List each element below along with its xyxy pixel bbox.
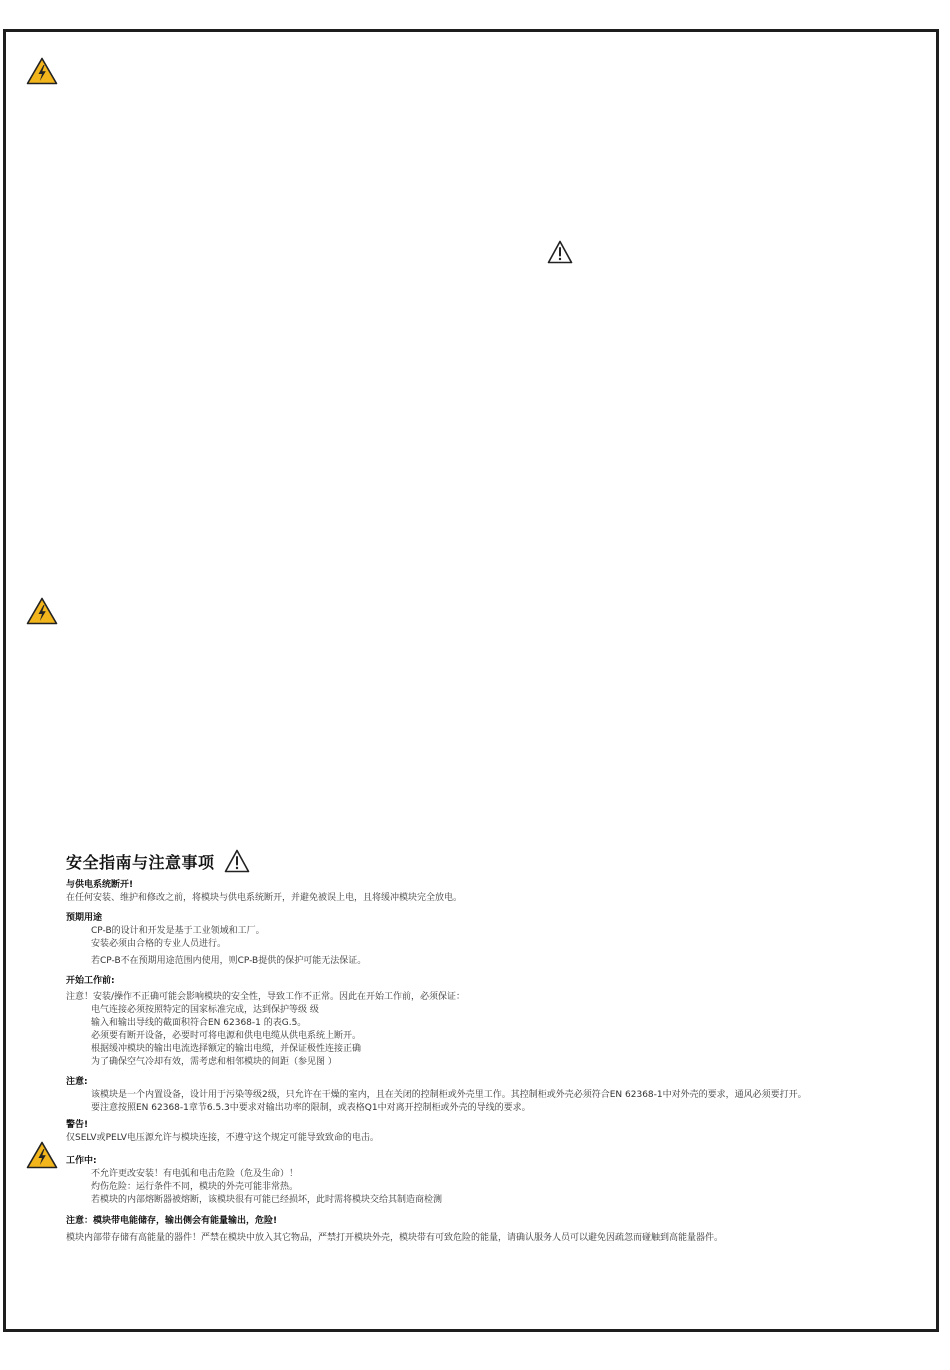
section-heading: 开始工作前: — [66, 976, 115, 986]
section-heading: 注意：模块带电能储存，输出侧会有能量输出，危险! — [66, 1216, 278, 1226]
paragraph-line: 若模块的内部熔断器被熔断，该模块很有可能已经损坏，此时需将模块交给其制造商检测 — [91, 1195, 443, 1205]
title-row — [66, 843, 906, 873]
paragraph-line: 必须要有断开设备，必要时可将电源和供电电缆从供电系统上断开。 — [91, 1031, 362, 1041]
high-voltage-warning-icon — [26, 57, 58, 85]
paragraph-line: 该模块是一个内置设备，设计用于污染等级2级，只允许在干燥的室内，且在关闭的控制柜或外壳里工作。其控制柜或外壳必须符合EN 62368-1中对外壳的要求，通风必须要打开。 — [91, 1090, 807, 1100]
warning-outline-icon — [547, 240, 573, 264]
section-heading: 警告! — [66, 1120, 89, 1130]
section-operation — [66, 1155, 906, 1207]
paragraph-line: 输入和输出导线的截面积符合EN 62368-1 的表G.5。 — [91, 1018, 307, 1028]
section-heading: 注意: — [66, 1077, 88, 1087]
section-heading: 预期用途 — [66, 913, 103, 923]
warning-outline-icon — [224, 849, 250, 873]
paragraph-line: 为了确保空气冷却有效，需考虑和相邻模块的间距（参见图 ） — [91, 1057, 337, 1067]
page-title: 安全指南与注意事项 — [66, 853, 215, 872]
paragraph-line: 模块内部带存储有高能量的器件！严禁在模块中放入其它物品，严禁打开模块外壳，模块带有可致危险的能量，请确认服务人员可以避免因疏忽而碰触到高能量器件。 — [66, 1233, 724, 1243]
paragraph-line: 注意！安装/操作不正确可能会影响模块的安全性，导致工作不正常。因此在开始工作前，必须保证： — [66, 992, 466, 1002]
paragraph-line: 仅SELV或PELV电压源允许与模块连接，不遵守这个规定可能导致致命的电击。 — [66, 1133, 379, 1143]
paragraph-line: 灼伤危险：运行条件不同，模块的外壳可能非常热。 — [91, 1182, 299, 1192]
paragraph-line: 要注意按照EN 62368-1章节6.5.3中要求对输出功率的限制，或表格Q1中对离开控制柜或外壳的导线的要求。 — [91, 1103, 531, 1113]
paragraph-line: 安装必须由合格的专业人员进行。 — [91, 939, 227, 949]
section-note — [66, 1076, 906, 1115]
section-energy — [66, 1215, 906, 1245]
paragraph-line: 不允许更改安装！有电弧和电击危险（危及生命）！ — [91, 1169, 299, 1179]
high-voltage-warning-icon — [26, 597, 58, 625]
section-disconnect — [66, 879, 906, 905]
section-heading: 工作中: — [66, 1156, 97, 1166]
safety-instructions — [66, 843, 906, 1252]
paragraph-line: CP-B的设计和开发是基于工业领域和工厂。 — [91, 926, 265, 936]
paragraph-line: 在任何安装、维护和修改之前，将模块与供电系统断开，并避免被误上电，且将缓冲模块完全放电。 — [66, 893, 463, 903]
paragraph-line: 若CP-B不在预期用途范围内使用，则CP-B提供的保护可能无法保证。 — [91, 956, 367, 966]
section-intended-use — [66, 912, 906, 968]
paragraph-line: 根据缓冲模块的输出电流选择额定的输出电缆，并保证极性连接正确 — [91, 1044, 362, 1054]
section-before-work — [66, 975, 906, 1069]
high-voltage-warning-icon — [26, 1141, 58, 1169]
section-heading: 与供电系统断开! — [66, 880, 134, 890]
paragraph-line: 电气连接必须按照特定的国家标准完成，达到保护等级 级 — [91, 1005, 319, 1015]
section-warning — [66, 1119, 906, 1145]
